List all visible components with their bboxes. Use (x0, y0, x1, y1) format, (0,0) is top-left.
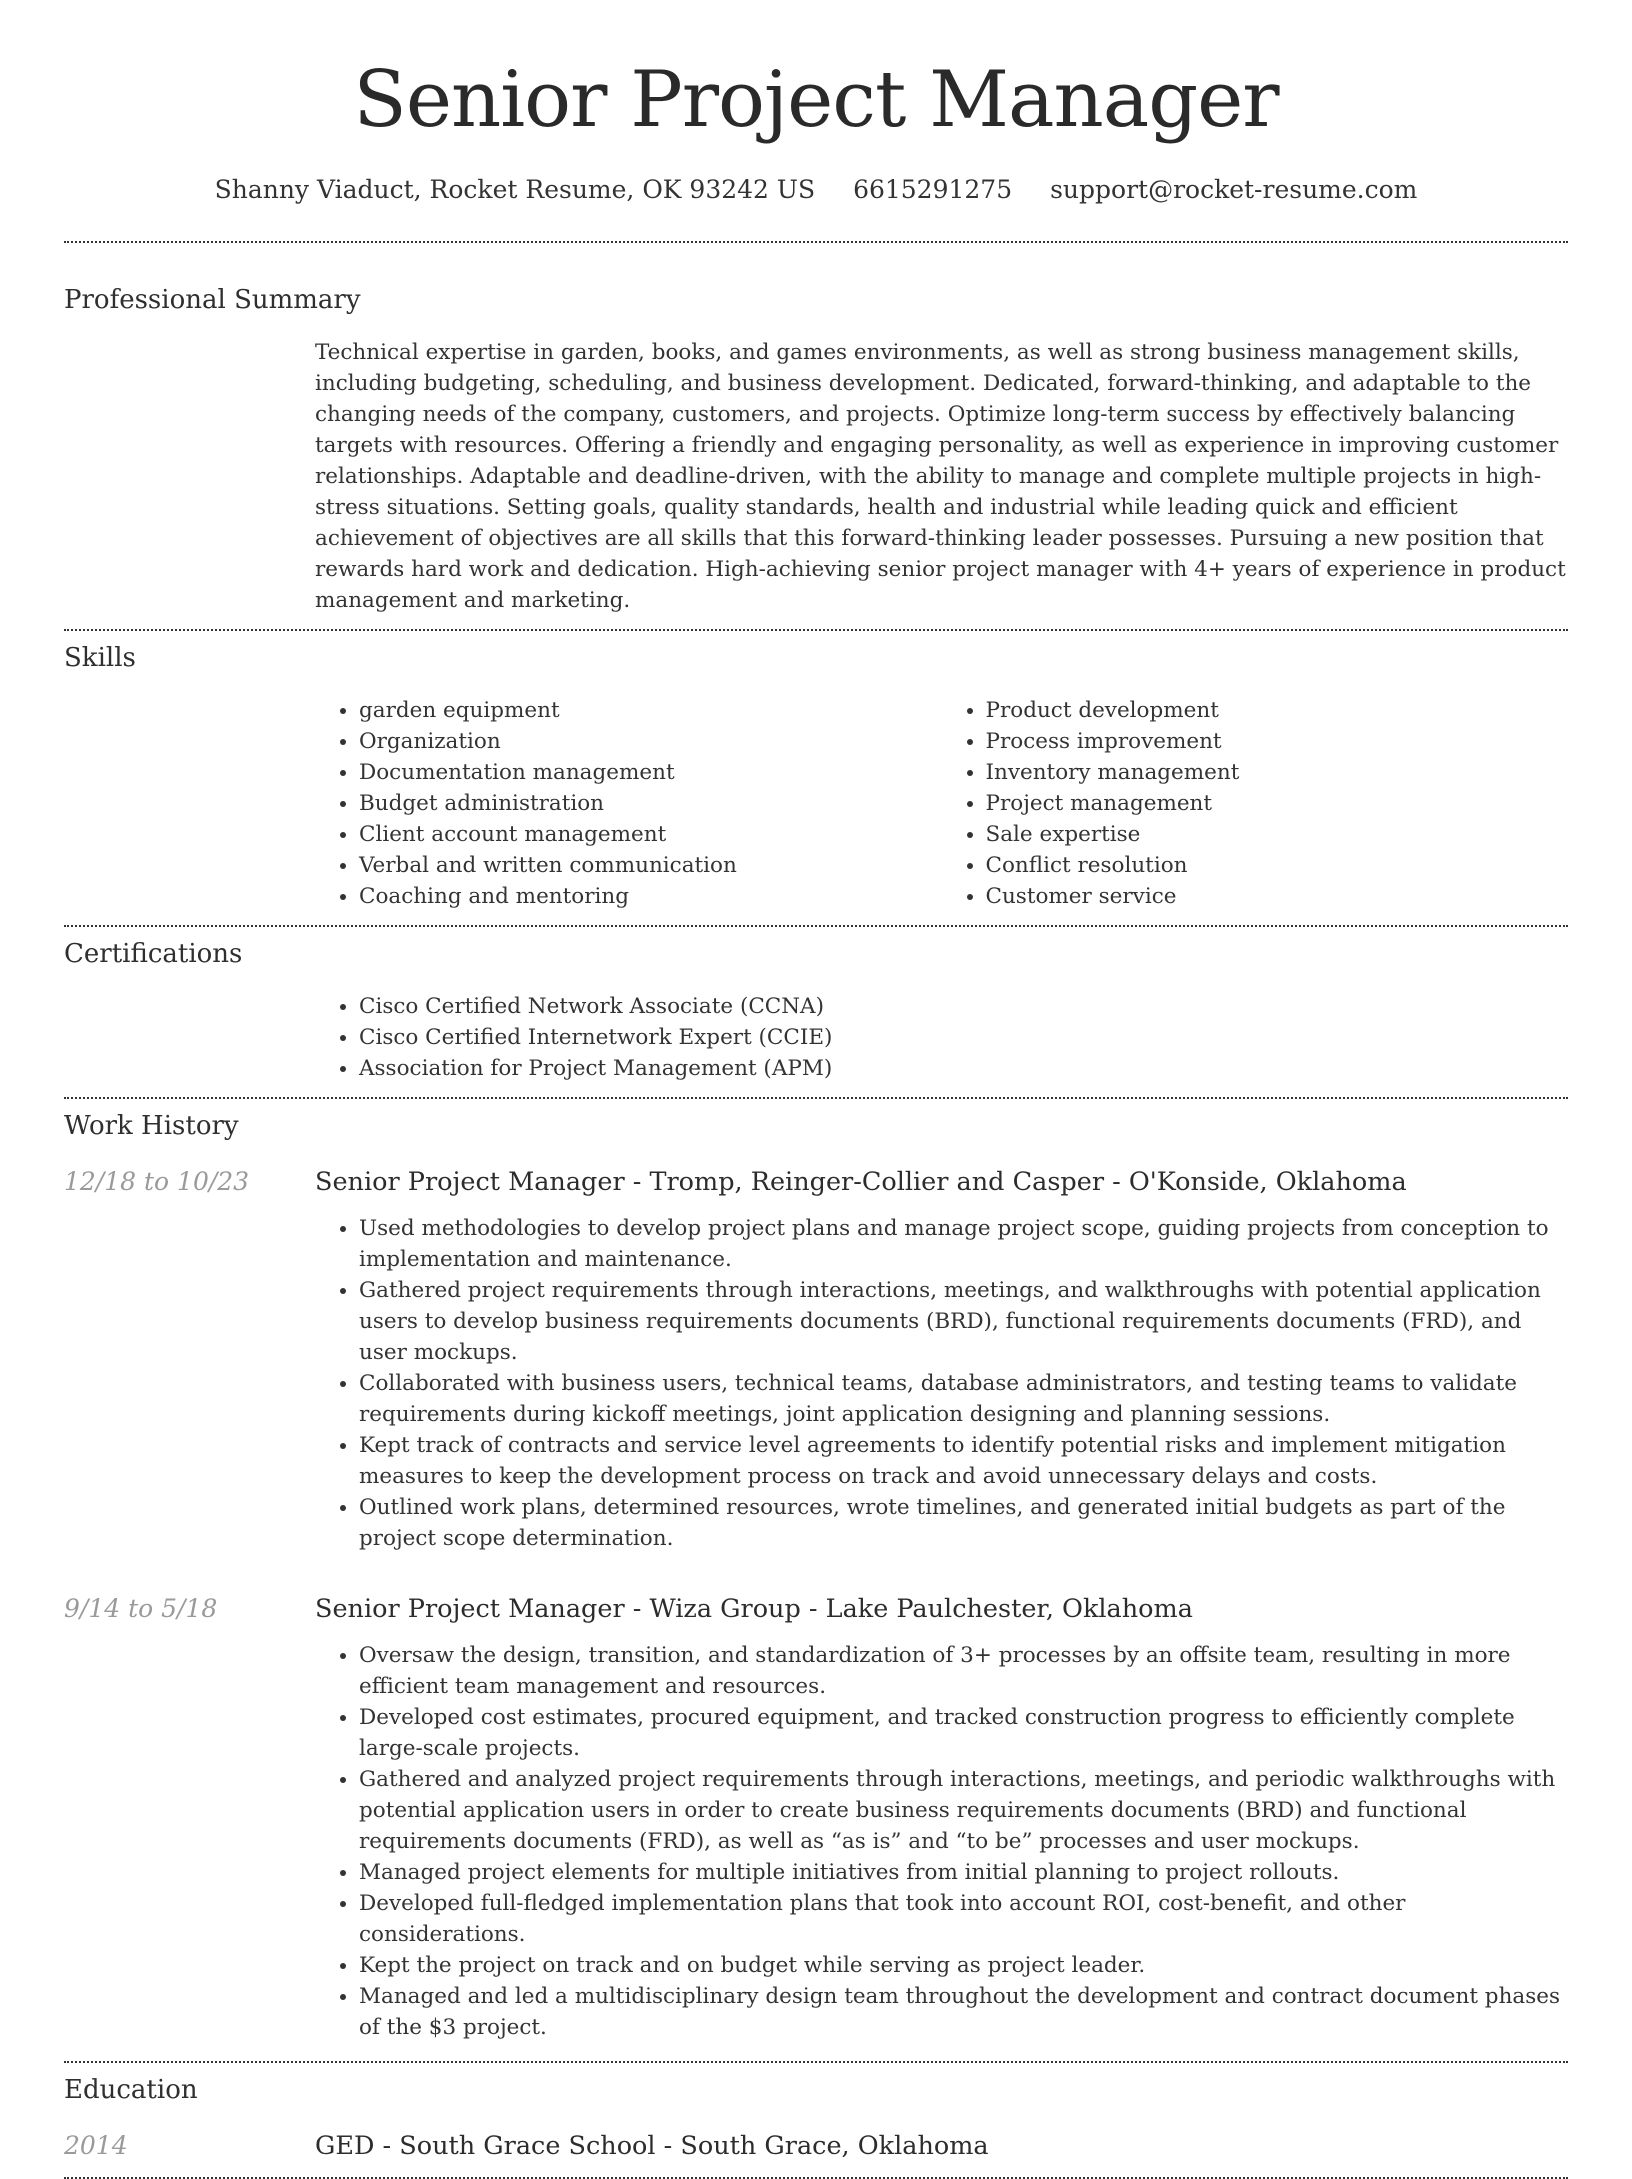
job-entry (64, 1165, 1568, 1554)
summary-section (64, 243, 1568, 629)
education-section (64, 2063, 1568, 2177)
skill-item: • Verbal and written communication (359, 850, 942, 881)
skill-item: • Client account management (359, 819, 942, 850)
job-bullet: • Kept the project on track and on budget while serving as project leader. (359, 1950, 1568, 1981)
resume-title: Senior Project Manager (353, 55, 1279, 145)
job-bullet: • Developed cost estimates, procured equipment, and tracked construction progress to efficiently complete large-scale projects. (359, 1702, 1568, 1764)
job-bullet: • Used methodologies to develop project plans and manage project scope, guiding projects from conception to implementation and maintenance. (359, 1213, 1568, 1275)
certifications-section (64, 927, 1568, 1097)
skills-section (64, 631, 1568, 925)
skills-list-left (315, 695, 942, 912)
job-bullet: • Oversaw the design, transition, and standardization of 3+ processes by an offsite team, resulting in more efficient team management and resources. (359, 1640, 1568, 1702)
job-bullet: • Outlined work plans, determined resources, wrote timelines, and generated initial budgets as part of the project scope determination. (359, 1492, 1568, 1554)
job-entry (64, 1592, 1568, 2061)
certification-item: • Cisco Certified Network Associate (CCNA) (359, 991, 1568, 1022)
education-title: GED - South Grace School - South Grace, Oklahoma (315, 2131, 989, 2161)
skill-item: • Organization (359, 726, 942, 757)
summary-text: Technical expertise in garden, books, and games environments, as well as strong business management skills, including budgeting, scheduling, and business development. Dedicated, forward-thinking, and adaptable to the changing needs of the company, customers, and projects. Optimize long-term success by effectively balancing targets with resources. Offering a friendly and engaging personality, as well as experience in improving customer relationships. Adaptable and deadline-driven, with the ability to manage and complete multiple projects in high-stress situations. Setting goals, quality standards, health and industrial while leading quick and efficient achievement of objectives are all skills that this forward-thinking leader possesses. Pursuing a new position that rewards hard work and dedication. High-achieving senior project manager with 4+ years of experience in product management and marketing. (315, 340, 1566, 613)
summary-heading: Professional Summary (64, 285, 361, 315)
job-header (64, 1592, 1568, 1626)
skill-item: • Inventory management (986, 757, 1569, 788)
certifications-body (315, 991, 1568, 1097)
education-heading: Education (64, 2075, 198, 2105)
skill-item: • Process improvement (986, 726, 1569, 757)
skill-item: • Budget administration (359, 788, 942, 819)
education-entry (64, 2129, 1568, 2177)
skill-item: • Customer service (986, 881, 1569, 912)
resume-page (64, 0, 1568, 2179)
job-header (64, 1165, 1568, 1199)
job-bullet: • Developed full-fledged implementation plans that took into account ROI, cost-benefit, and other considerations. (359, 1888, 1568, 1950)
skill-item: • Project management (986, 788, 1569, 819)
job-bullet: • Collaborated with business users, technical teams, database administrators, and testing teams to validate requirements during kickoff meetings, joint application designing and planning sessions. (359, 1368, 1568, 1430)
contact-phone: 6615291275 (853, 175, 1013, 204)
contact-line (64, 174, 1568, 206)
certification-item: • Cisco Certified Internetwork Expert (CCIE) (359, 1022, 1568, 1053)
job-title: Senior Project Manager - Wiza Group - Lake Paulchester, Oklahoma (315, 1594, 1193, 1624)
job-bullets (315, 1640, 1568, 2061)
certification-item: • Association for Project Management (APM) (359, 1053, 1568, 1084)
job-bullet: • Managed and led a multidisciplinary design team throughout the development and contract document phases of the $3 project. (359, 1981, 1568, 2043)
job-bullets (315, 1213, 1568, 1554)
certifications-heading: Certifications (64, 939, 243, 969)
job-bullet: • Managed project elements for multiple initiatives from initial planning to project rollouts. (359, 1857, 1568, 1888)
skill-item: • garden equipment (359, 695, 942, 726)
skill-item: • Conflict resolution (986, 850, 1569, 881)
skills-heading: Skills (64, 643, 136, 673)
skill-item: • Documentation management (359, 757, 942, 788)
contact-email: support@rocket-resume.com (1050, 175, 1418, 204)
job-dates: 9/14 to 5/18 (64, 1594, 218, 1623)
skills-columns (315, 695, 1568, 925)
job-bullet-list (315, 1640, 1568, 2043)
skills-list-right (942, 695, 1569, 912)
education-year: 2014 (64, 2131, 128, 2160)
work-section (64, 1099, 1568, 2061)
contact-address: Shanny Viaduct, Rocket Resume, OK 93242 US (214, 175, 816, 204)
job-bullet: • Gathered and analyzed project requirements through interactions, meetings, and periodic walkthroughs with potential application users in order to create business requirements documents (BRD) and functional requirements documents (FRD), as well as “as is” and “to be” processes and user mockups. (359, 1764, 1568, 1857)
job-bullet: • Kept track of contracts and service level agreements to identify potential risks and implement mitigation measures to keep the development process on track and avoid unnecessary delays and costs. (359, 1430, 1568, 1492)
job-bullet-list (315, 1213, 1568, 1554)
skill-item: • Sale expertise (986, 819, 1569, 850)
work-heading: Work History (64, 1111, 239, 1141)
job-dates: 12/18 to 10/23 (64, 1167, 250, 1196)
job-title: Senior Project Manager - Tromp, Reinger-Collier and Casper - O'Konside, Oklahoma (315, 1167, 1407, 1197)
skill-item: • Product development (986, 695, 1569, 726)
job-bullet: • Gathered project requirements through interactions, meetings, and walkthroughs with potential application users to develop business requirements documents (BRD), functional requirements documents (FRD), and user mockups. (359, 1275, 1568, 1368)
certifications-list (315, 991, 1568, 1084)
skill-item: • Coaching and mentoring (359, 881, 942, 912)
